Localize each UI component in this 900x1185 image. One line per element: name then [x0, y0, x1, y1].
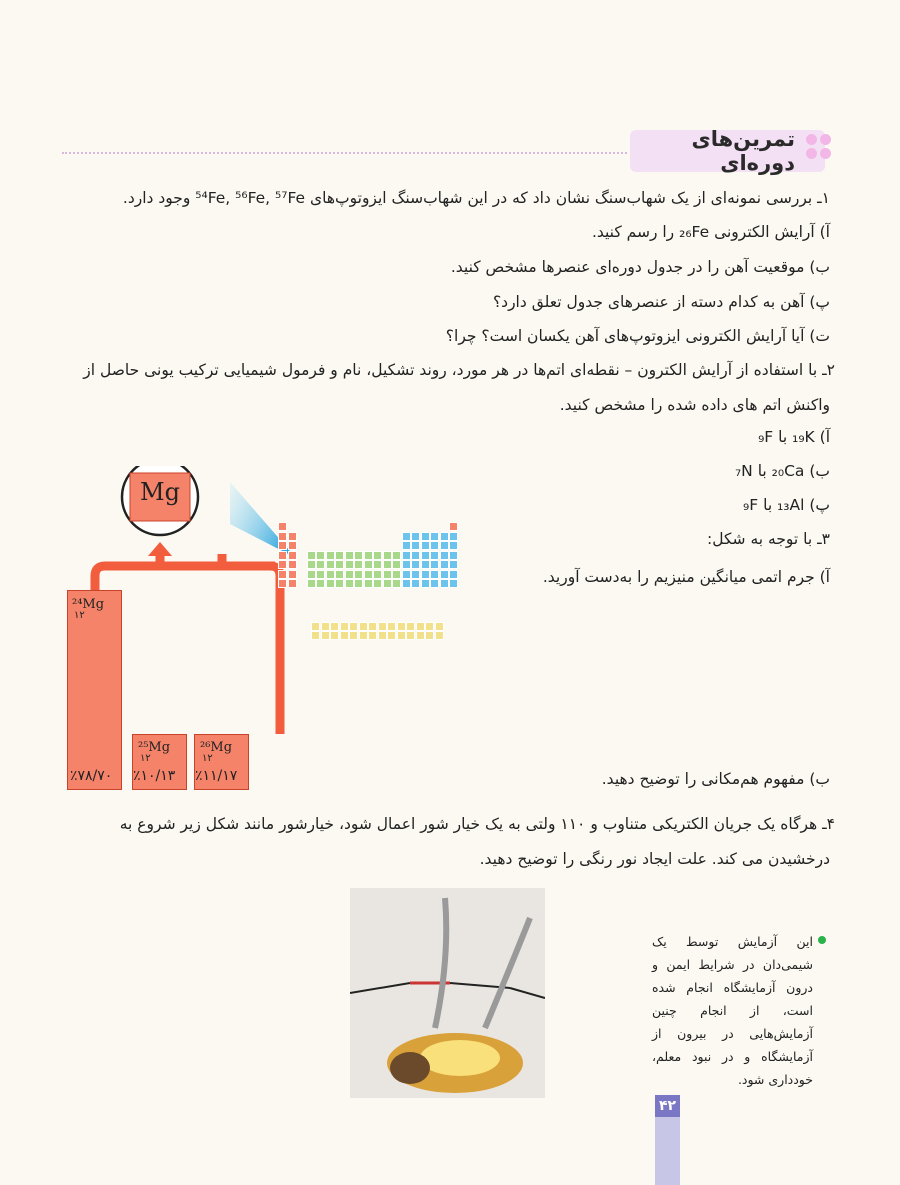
table-cell: [421, 551, 430, 560]
table-cell: [278, 560, 287, 569]
table-cell: [321, 631, 330, 640]
table-cell: [364, 560, 373, 569]
table-cell: [288, 541, 297, 550]
table-cell: [316, 560, 325, 569]
q3-a: آ) جرم اتمی میانگین منیزیم را به‌دست آورید.: [542, 568, 830, 586]
bar-mg25-label: ²⁵Mg: [138, 740, 171, 755]
table-cell: [392, 570, 401, 579]
q2-c: پ) ₁₃Al با ₉F: [743, 496, 830, 514]
q2-b: ب) ₂₀Ca با ₇N: [734, 462, 830, 480]
table-cell: [430, 570, 439, 579]
table-cell: [345, 579, 354, 588]
arrow-head: [148, 542, 172, 556]
table-cell: [311, 622, 320, 631]
table-cell: [307, 570, 316, 579]
section-title: تمرین‌های دوره‌ای: [630, 130, 825, 172]
table-cell: [335, 570, 344, 579]
table-cell: [330, 631, 339, 640]
pickle-experiment-photo: [350, 888, 545, 1098]
table-cell: [416, 622, 425, 631]
bar-mg24-pct: ٪۷۸/۷۰: [70, 768, 113, 784]
table-cell: [440, 560, 449, 569]
table-cell: [373, 579, 382, 588]
table-cell: [440, 570, 449, 579]
table-cell: [278, 551, 287, 560]
table-cell: [411, 570, 420, 579]
q3-text: ۳ـ با توجه به شکل:: [707, 530, 830, 548]
table-cell: [392, 579, 401, 588]
header-dots-icon: [806, 134, 832, 166]
table-cell: [425, 631, 434, 640]
table-cell: [387, 631, 396, 640]
q2-a: آ) ₁₉K با ₉F: [758, 428, 830, 446]
table-cell: [335, 579, 344, 588]
table-cell: [449, 579, 458, 588]
table-cell: [326, 560, 335, 569]
q1-d: ت) آیا آرایش الکترونی ایزوتوپ‌های آهن یکسان است؟ چرا؟: [445, 327, 830, 345]
table-cell: [278, 522, 287, 531]
table-cell: [430, 560, 439, 569]
table-cell: [430, 551, 439, 560]
q2-text-cont: واکنش اتم های داده شده را مشخص کنید.: [559, 396, 830, 414]
safety-note: این آزمایش توسط یک شیمی‌دان در شرایط ایمن و درون آزمایشگاه انجام شده است، از انجام چنین آزمایش‌هایی در بیرون از آزمایشگاه و در نبود معلم، خودداری شود.: [652, 934, 813, 1087]
table-cell: [345, 570, 354, 579]
table-cell: [440, 551, 449, 560]
table-cell: [311, 631, 320, 640]
table-cell: [411, 551, 420, 560]
bar-mg26-pct: ٪۱۱/۱۷: [195, 768, 238, 784]
table-cell: [354, 560, 363, 569]
table-cell: [421, 560, 430, 569]
table-cell: [364, 579, 373, 588]
table-cell: [368, 631, 377, 640]
table-cell: [364, 551, 373, 560]
table-cell: [359, 631, 368, 640]
table-cell: [449, 522, 458, 531]
q4-text: ۴ـ هرگاه یک جریان الکتریکی متناوب و ۱۱۰ ولتی به یک خیار شور اعمال شود، خیارشور مانند شکل زیر شروع به: [119, 815, 835, 833]
periodic-table: [278, 522, 488, 652]
table-cell: [411, 541, 420, 550]
table-cell: [321, 622, 330, 631]
table-cell: [402, 570, 411, 579]
table-cell: [354, 551, 363, 560]
table-cell: [345, 551, 354, 560]
table-cell: [278, 579, 287, 588]
table-cell: [307, 579, 316, 588]
bar-mg26-label: ²⁶Mg: [200, 740, 233, 755]
table-cell: [402, 579, 411, 588]
table-cell: [406, 622, 415, 631]
arrow-left-branch: [95, 566, 275, 590]
table-cell: [335, 560, 344, 569]
bar-mg25-z: ۱۲: [140, 753, 151, 764]
q1-text: ۱ـ بررسی نمونه‌ای از یک شهاب‌سنگ نشان داد که در این شهاب‌سنگ ایزوتوپ‌های ⁵⁴Fe, ⁵⁶Fe, ⁵⁷Fe وجود دارد.: [122, 189, 830, 207]
table-cell: [402, 560, 411, 569]
table-cell: [387, 622, 396, 631]
bar-mg24-label: ²⁴Mg: [72, 597, 105, 612]
table-cell: [440, 579, 449, 588]
table-cell: [288, 579, 297, 588]
table-cell: [411, 579, 420, 588]
table-cell: [288, 560, 297, 569]
table-cell: [278, 570, 287, 579]
table-cell: [425, 622, 434, 631]
table-cell: [349, 622, 358, 631]
table-cell: [288, 551, 297, 560]
table-cell: [421, 570, 430, 579]
table-cell: [392, 560, 401, 569]
table-cell: [440, 532, 449, 541]
q4-text-cont: درخشیدن می کند. علت ایجاد نور رنگی را توضیح دهید.: [479, 850, 830, 868]
table-cell: [326, 570, 335, 579]
mg-symbol: Mg: [140, 478, 180, 506]
table-cell: [288, 532, 297, 541]
table-cell: [326, 579, 335, 588]
table-cell: [335, 551, 344, 560]
bar-mg24-z: ۱۲: [74, 610, 85, 621]
table-cell: [435, 622, 444, 631]
bar-mg25-pct: ٪۱۰/۱۳: [133, 768, 176, 784]
table-cell: [364, 570, 373, 579]
table-cell: [421, 541, 430, 550]
table-cell: [326, 551, 335, 560]
page-number: ۴۲: [655, 1095, 680, 1117]
table-cell: [316, 579, 325, 588]
table-cell: [373, 560, 382, 569]
table-cell: [307, 551, 316, 560]
q1-b: ب) موقعیت آهن را در جدول دوره‌ای عنصرها مشخص کنید.: [450, 258, 830, 276]
table-cell: [345, 560, 354, 569]
table-cell: [449, 551, 458, 560]
table-cell: [392, 551, 401, 560]
table-cell: [411, 560, 420, 569]
table-cell: [402, 541, 411, 550]
table-cell: [278, 532, 287, 541]
table-cell: [278, 541, 287, 550]
table-cell: [449, 570, 458, 579]
table-cell: [307, 560, 316, 569]
table-cell: [373, 570, 382, 579]
q3-b: ب) مفهوم هم‌مکانی را توضیح دهید.: [601, 770, 830, 788]
table-cell: [406, 631, 415, 640]
table-cell: [383, 560, 392, 569]
table-cell: [288, 570, 297, 579]
q1-a: آ) آرایش الکترونی ₂₆Fe را رسم کنید.: [591, 223, 830, 241]
table-cell: [411, 532, 420, 541]
table-cell: [354, 570, 363, 579]
table-cell: [383, 579, 392, 588]
table-cell: [440, 541, 449, 550]
bar-mg26-z: ۱۲: [202, 753, 213, 764]
table-cell: [349, 631, 358, 640]
table-cell: [383, 551, 392, 560]
table-cell: [421, 579, 430, 588]
table-cell: [330, 622, 339, 631]
header-dotted-rule: [62, 152, 627, 154]
table-cell: [430, 541, 439, 550]
table-cell: [383, 570, 392, 579]
table-cell: [378, 622, 387, 631]
q2-text: ۲ـ با استفاده از آرایش الکترون – نقطه‌ای اتم‌ها در هر مورد، روند تشکیل، نام و فرمول شیمیایی ترکیب یونی حاصل از: [83, 361, 835, 379]
table-cell: [378, 631, 387, 640]
table-cell: [421, 532, 430, 541]
table-cell: [354, 579, 363, 588]
table-cell: [397, 622, 406, 631]
table-cell: [373, 551, 382, 560]
table-cell: [449, 541, 458, 550]
table-cell: [397, 631, 406, 640]
table-cell: [359, 622, 368, 631]
table-cell: [340, 631, 349, 640]
q1-c: پ) آهن به کدام دسته از عنصرهای جدول تعلق دارد؟: [492, 293, 830, 311]
table-cell: [368, 622, 377, 631]
table-cell: [340, 622, 349, 631]
table-cell: [316, 551, 325, 560]
table-cell: [449, 560, 458, 569]
table-cell: [402, 532, 411, 541]
table-cell: [449, 532, 458, 541]
table-cell: [316, 570, 325, 579]
table-cell: [430, 579, 439, 588]
table-cell: [402, 551, 411, 560]
table-cell: [416, 631, 425, 640]
table-cell: [430, 532, 439, 541]
table-cell: [435, 631, 444, 640]
